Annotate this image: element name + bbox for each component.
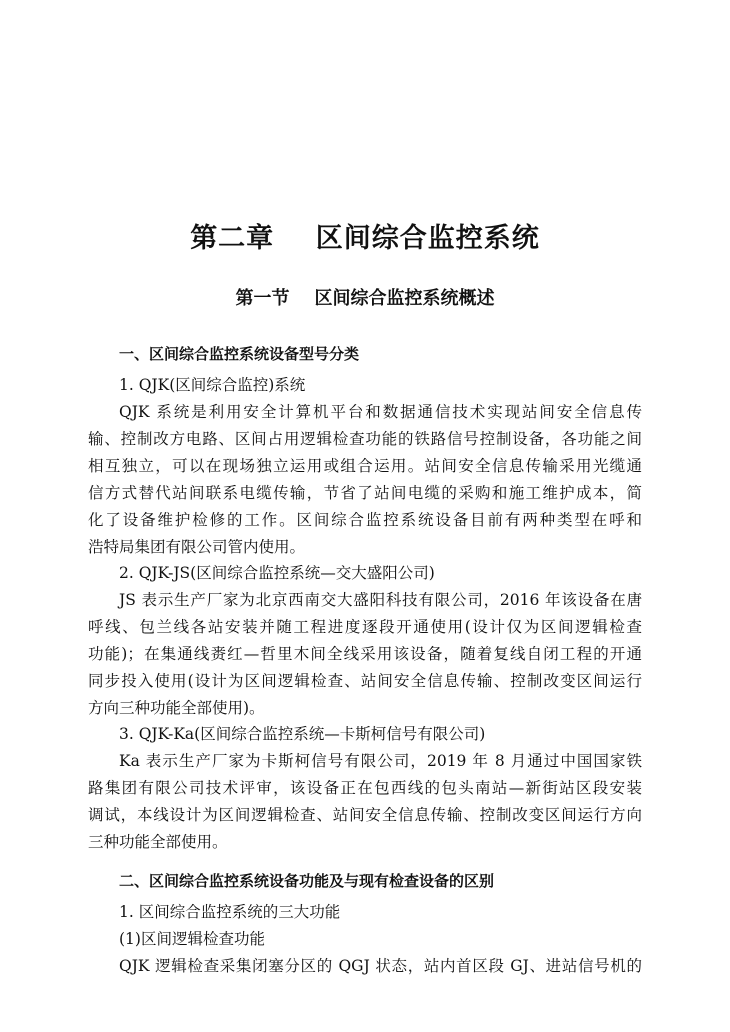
paragraph-line: JS 表示生产厂家为北京西南交大盛阳科技有限公司，2016 年该设备在唐 — [119, 591, 642, 609]
paragraph-line: (1)区间逻辑检查功能 — [119, 930, 265, 948]
paragraph-line: 信方式替代站间联系电缆传输，节省了站间电缆的采购和施工维护成本，简 — [88, 484, 642, 502]
paragraph-line: 功能)；在集通线赉红—哲里木间全线采用该设备，随着复线自闭工程的开通 — [88, 645, 642, 663]
chapter-title: 第二章 区间综合监控系统 — [190, 223, 540, 254]
paragraph-line: 路集团有限公司技术评审，该设备正在包西线的包头南站—新街站区段安装 — [88, 779, 642, 797]
paragraph-line: 2. QJK-JS(区间综合监控系统—交大盛阳公司) — [119, 564, 435, 582]
paragraph-line: 呼线、包兰线各站安装并随工程进度逐段开通使用(设计仅为区间逻辑检查 — [88, 618, 642, 636]
paragraph-line: 方向三种功能全部使用)。 — [88, 699, 265, 717]
paragraph-line: QJK 逻辑检查采集闭塞分区的 QGJ 状态，站内首区段 GJ、进站信号机的 — [119, 957, 642, 975]
paragraph-line: 调试，本线设计为区间逻辑检查、站间安全信息传输、控制改变区间运行方向 — [88, 806, 642, 824]
paragraph-line: 化了设备维护检修的工作。区间综合监控系统设备目前有两种类型在呼和 — [88, 511, 642, 529]
section-title: 第一节 区间综合监控系统概述 — [235, 288, 495, 309]
paragraph-line: 浩特局集团有限公司管内使用。 — [88, 538, 306, 556]
paragraph-line: 三种功能全部使用。 — [88, 833, 228, 851]
paragraph-line: 1. 区间综合监控系统的三大功能 — [119, 903, 341, 921]
paragraph-line: 相互独立，可以在现场独立运用或组合运用。站间安全信息传输采用光缆通 — [88, 457, 642, 475]
heading-equipment-classification: 一、区间综合监控系统设备型号分类 — [119, 345, 360, 363]
paragraph-line: 1. QJK(区间综合监控)系统 — [119, 376, 306, 394]
heading-functions-and-differences: 二、区间综合监控系统设备功能及与现有检查设备的区别 — [119, 872, 495, 890]
paragraph-line: 输、控制改方电路、区间占用逻辑检查功能的铁路信号控制设备，各功能之间 — [88, 430, 642, 448]
paragraph-line: QJK 系统是利用安全计算机平台和数据通信技术实现站间安全信息传 — [119, 403, 642, 421]
paragraph-line: Ka 表示生产厂家为卡斯柯信号有限公司，2019 年 8 月通过中国国家铁 — [119, 752, 642, 770]
paragraph-line: 3. QJK-Ka(区间综合监控系统—卡斯柯信号有限公司) — [119, 725, 486, 743]
paragraph-line: 同步投入使用(设计为区间逻辑检查、站间安全信息传输、控制改变区间运行 — [88, 672, 642, 690]
